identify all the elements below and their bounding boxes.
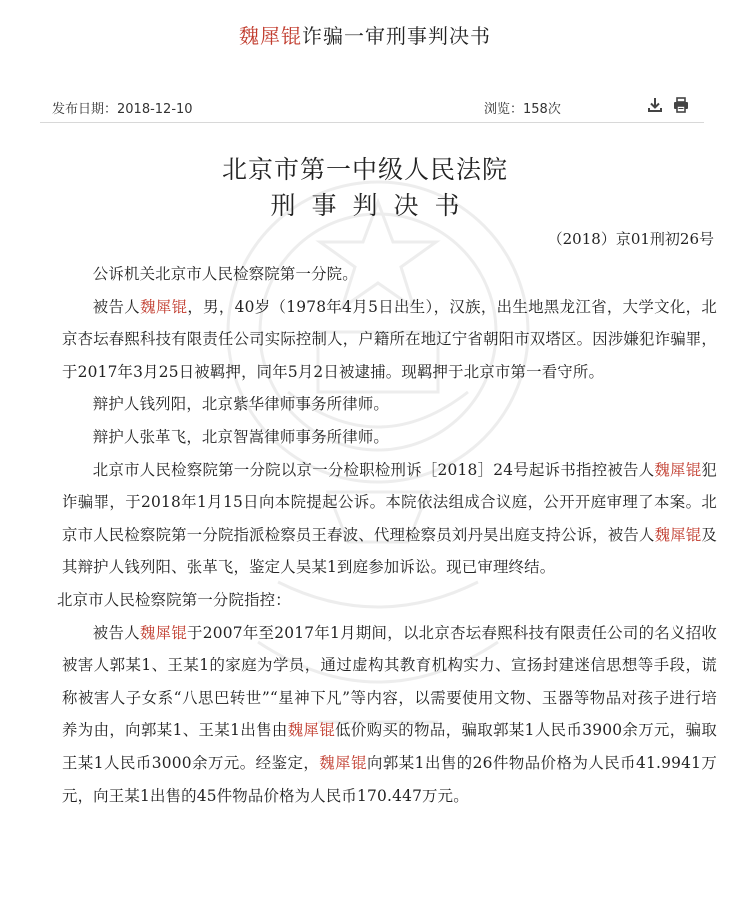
defendant-name: 魏犀锟 [654, 525, 702, 544]
printer-icon[interactable] [672, 96, 690, 114]
defendant-name: 魏犀锟 [319, 753, 367, 772]
header-divider [40, 122, 704, 123]
download-icon[interactable] [646, 96, 664, 114]
text-span: 被告人 [92, 623, 140, 642]
procedure-paragraph [62, 454, 717, 584]
text-span: 于2007年至2017年1月期间，以北京杏坛春熙科技有限责任公司的名义招收被害人郭某1、王某1的家庭为学员，通过虚构其教育机构实力、宣扬封建迷信思想等手段，谎称被害人子女系“八思巴转世”“星神下凡”等内容，以需要使用文物、玉器等物品对孩子进行培养为由，向郭某1、王某1出售由 [62, 623, 717, 740]
page-title [0, 20, 730, 49]
text-span: 北京市人民检察院第一分院以京一分检职检刑诉［2018］24号起诉书指控被告人 [92, 460, 655, 479]
charges-paragraph [62, 617, 717, 813]
charges-heading: 北京市人民检察院第一分院指控： [57, 590, 291, 609]
defendant-name: 魏犀锟 [139, 623, 188, 642]
judgment-body [57, 258, 718, 812]
defendant-name: 魏犀锟 [287, 721, 336, 740]
court-name: 北京市第一中级人民法院 [221, 155, 508, 184]
text-span: ，男，40岁（1978年4月5日出生），汉族，出生地黑龙江省，大学文化，北京杏坛春熙科技有限责任公司实际控制人，户籍所在地辽宁省朝阳市双塔区。因涉嫌犯诈骗罪，于2017年3月25日被羁押，同年5月2日被逮捕。现羁押于北京市第一看守所。 [62, 297, 718, 381]
defendant-name: 魏犀锟 [654, 460, 702, 479]
text-span: 犯诈骗罪，于2018年1月15日向本院提起公诉。本院依法组成合议庭，公开开庭审理了本案。北京市人民检察院第一分院指派检察员王春波、代理检察员刘丹昊出庭支持公诉，被告人 [62, 460, 717, 544]
defender-paragraph-2: 辩护人张革飞，北京智嵩律师事务所律师。 [92, 427, 390, 446]
text-span: 低价购买的物品，骗取郭某1人民币3900余万元，骗取王某1人民币3000余万元。经鉴定， [62, 721, 717, 772]
document-type: 刑事判决书 [270, 191, 476, 220]
publish-label: 发布日期： [52, 102, 118, 117]
publish-info [52, 98, 193, 117]
text-span: 被告人 [92, 297, 141, 316]
toolbar-icons [646, 96, 690, 114]
views-value: 158次 [523, 102, 561, 117]
view-count [484, 98, 561, 117]
text-span: 及其辩护人钱列阳、张革飞，鉴定人吴某1到庭参加诉讼。现已审理终结。 [62, 525, 717, 577]
defendant-name: 魏犀锟 [140, 297, 188, 316]
text-span: 向郭某1出售的26件物品价格为人民币41.9941万元，向王某1出售的45件物品价格为人民币170.447万元。 [62, 753, 717, 805]
case-number: （2018）京01刑初26号 [547, 230, 714, 248]
defender-paragraph-1: 辩护人钱列阳，北京紫华律师事务所律师。 [92, 395, 390, 414]
views-label: 浏览： [484, 102, 524, 117]
title-text: 诈骗一审刑事判决书 [302, 24, 491, 48]
defendant-paragraph [62, 291, 717, 389]
publish-date: 2018-12-10 [117, 102, 193, 117]
prosecutor-paragraph: 公诉机关北京市人民检察院第一分院。 [92, 265, 358, 283]
title-highlighted-name: 魏犀锟 [239, 24, 302, 48]
meta-bar [52, 96, 692, 118]
